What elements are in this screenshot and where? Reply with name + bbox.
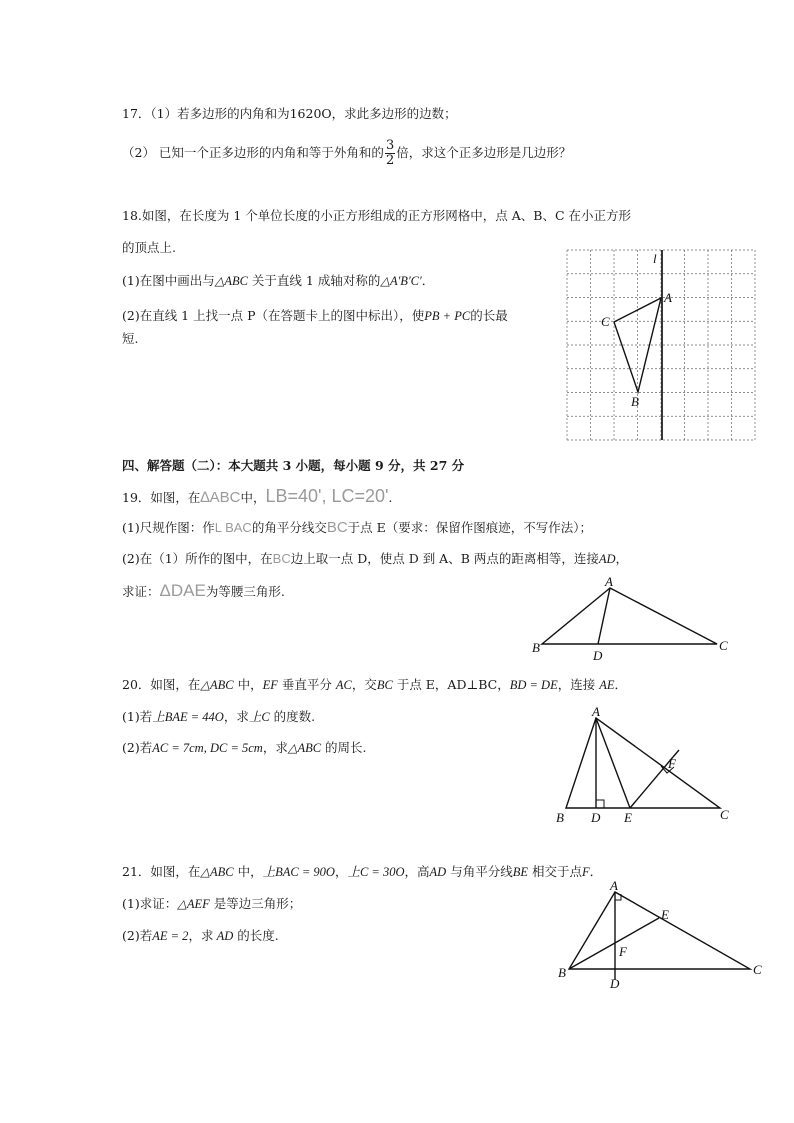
- perpendicular-bisector-ef: [630, 757, 673, 808]
- q18-stem-line2: 的顶点上.: [122, 240, 176, 255]
- segment-ae: [596, 718, 630, 808]
- q19-stem: 19．如图，在∆ABC中，LB=40', LC=20'.: [122, 486, 393, 506]
- label-b: B: [631, 394, 639, 409]
- square-grid: [567, 250, 755, 440]
- fraction-three-halves: $\frac{3}{2}$: [385, 138, 395, 168]
- q17-part2: （2） 已知一个正多边形的内角和等于外角和的 $\frac{3}{2}$ 倍，求这个正多边形是几边形？: [122, 138, 572, 168]
- q20-stem: 20．如图，在△ABC 中，EF 垂直平分 AC，交BC 于点 E，AD⊥BC，BD = DE，连接 AE．: [122, 677, 627, 692]
- label-e: E: [624, 810, 632, 825]
- section-heading: 四、解答题（二）：本大题共 3 小题，每小题 9 分，共 27 分: [122, 458, 465, 473]
- q20-part2: (2)若AC = 7cm, DC = 5cm，求△ABC 的周长.: [122, 740, 367, 755]
- q19-part2: (2)在（1）所作的图中，在BC边上取一点 D，使点 D 到 A、B 两点的距离相等，连接AD，: [122, 551, 629, 566]
- label-a: A: [610, 878, 618, 893]
- q21-stem: 21．如图，在△ABC 中，上BAC = 90O，上C = 30O，高AD 与角平分线BE 相交于点F．: [122, 864, 603, 879]
- right-angle-mark-d: [596, 800, 604, 808]
- q21-triangle-figure: [555, 880, 770, 990]
- label-c: C: [719, 638, 728, 653]
- q20-part1: (1)若上BAE = 44O，求上C 的度数.: [122, 709, 316, 724]
- triangle-abc: [614, 298, 661, 392]
- label-f: F: [619, 944, 627, 959]
- triangle-abc: [569, 892, 750, 969]
- q19-part2-cont: 求证：ΔDAE为等腰三角形.: [122, 581, 285, 600]
- triangle-abc: [542, 588, 717, 644]
- label-b: B: [556, 810, 564, 825]
- q18-part1: (1)在图中画出与△ABC 关于直线 1 成轴对称的△A′B′C′．: [122, 273, 435, 288]
- q20-triangle-figure: [554, 704, 734, 828]
- angle-bisector-be: [569, 918, 659, 969]
- label-c: C: [720, 807, 729, 822]
- label-l: l: [653, 251, 657, 266]
- label-b: B: [532, 640, 540, 655]
- label-a: A: [664, 290, 672, 305]
- q21-part2: (2)若AE = 2，求 AD 的长度.: [122, 928, 279, 943]
- label-d: D: [610, 976, 620, 991]
- label-a: A: [592, 704, 600, 719]
- label-d: D: [593, 648, 603, 663]
- label-f: F: [668, 756, 676, 771]
- q18-part2: (2)在直线 1 上找一点 P（在答题卡上的图中标出），使PB + PC的长最: [122, 308, 508, 323]
- label-a: A: [605, 574, 613, 589]
- q18-stem-line1: 18.如图，在长度为 1 个单位长度的小正方形组成的正方形网格中，点 A、B、C 在小正方形: [122, 208, 632, 223]
- q19-triangle-figure: [530, 574, 730, 663]
- q21-part1: (1)求证：△AEF 是等边三角形；: [122, 896, 302, 911]
- triangle-abc: [566, 718, 720, 808]
- q19-part1: (1)尺规作图：作L BAC的角平分线交BC于点 E（要求：保留作图痕迹，不写作法）；: [122, 519, 593, 536]
- label-c: C: [601, 314, 610, 329]
- label-c: C: [753, 962, 762, 977]
- q18-part2-cont: 短.: [122, 331, 139, 346]
- label-d: D: [591, 810, 601, 825]
- q17-part1: 17．（1）若多边形的内角和为1620O，求此多边形的边数；: [122, 106, 457, 121]
- label-e: E: [661, 907, 669, 922]
- q18-grid-figure: [567, 250, 755, 440]
- label-b: B: [558, 965, 566, 980]
